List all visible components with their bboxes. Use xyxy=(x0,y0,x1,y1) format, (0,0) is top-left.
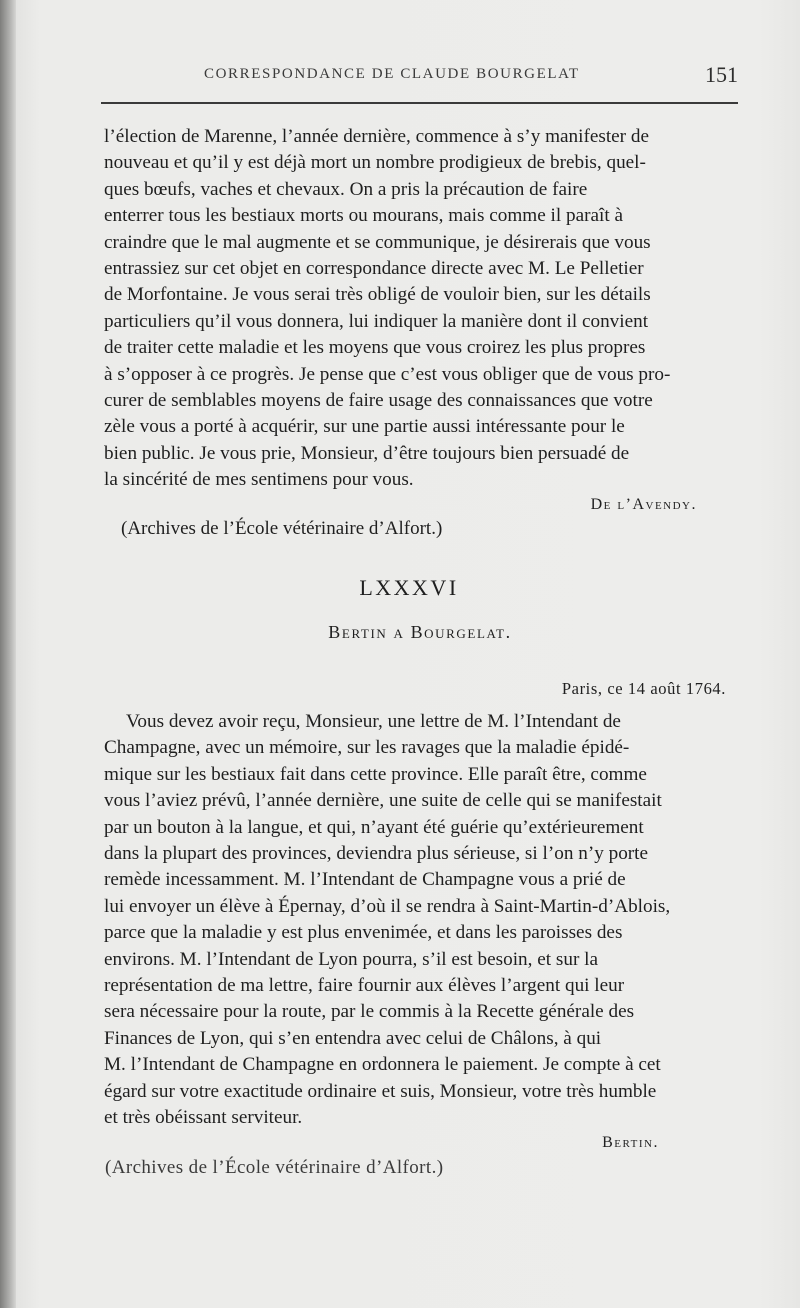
book-spine-shadow xyxy=(0,0,16,1308)
text-line: craindre que le mal augmente et se communique, je désirerais que vous xyxy=(104,231,651,253)
text-line: bien public. Je vous prie, Monsieur, d’être toujours bien persuadé de xyxy=(104,442,630,464)
text-line: de traiter cette maladie et les moyens que vous croirez les plus propres xyxy=(104,337,646,359)
text-line: remède incessamment. M. l’Intendant de Champagne vous a prié de xyxy=(104,869,626,891)
text-line: à s’opposer à ce progrès. Je pense que c’est vous obliger que de vous pro- xyxy=(104,363,671,385)
letter-1-signature: De l’Avendy. xyxy=(590,496,697,513)
text-line: Finances de Lyon, qui s’en entendra avec celui de Châlons, à qui xyxy=(104,1027,602,1049)
page-number: 151 xyxy=(705,62,738,87)
text-line: enterrer tous les bestiaux morts ou mourans, mais comme il paraît à xyxy=(104,205,623,227)
text-line: particuliers qu’il vous donnera, lui indiquer la manière dont il convient xyxy=(104,310,649,332)
text-line: environs. M. l’Intendant de Lyon pourra, s’il est besoin, et sur la xyxy=(104,948,598,970)
page-header xyxy=(100,62,740,88)
text-line: nouveau et qu’il y est déjà mort un nombre prodigieux de brebis, quel- xyxy=(104,152,646,174)
running-title: CORRESPONDANCE DE CLAUDE BOURGELAT xyxy=(204,66,580,82)
text-line: vous l’aviez prévû, l’année dernière, une suite de celle qui se manifestait xyxy=(104,790,662,812)
letter-2-archive-note: (Archives de l’École vétérinaire d’Alfort.) xyxy=(105,1157,444,1178)
text-line: égard sur votre exactitude ordinaire et suis, Monsieur, votre très humble xyxy=(104,1080,657,1102)
header-rule xyxy=(101,102,738,104)
text-line: par un bouton à la langue, et qui, n’ayant été guérie qu’extérieurement xyxy=(104,816,644,838)
text-line: zèle vous a porté à acquérir, sur une partie aussi intéressante pour le xyxy=(104,416,625,438)
text-line: curer de semblables moyens de faire usage des connaissances que votre xyxy=(104,390,653,412)
text-line: de Morfontaine. Je vous serai très obligé de vouloir bien, sur les détails xyxy=(104,284,651,306)
text-line: représentation de ma lettre, faire fournir aux élèves l’argent qui leur xyxy=(104,975,625,997)
letter-dateline: Paris, ce 14 août 1764. xyxy=(561,679,726,698)
text-line: Champagne, avec un mémoire, sur les ravages que la maladie épidé- xyxy=(104,737,630,759)
text-line: la sincérité de mes sentimens pour vous. xyxy=(104,469,414,491)
letter-title: Bertin a Bourgelat. xyxy=(328,622,512,642)
text-line: mique sur les bestiaux fait dans cette province. Elle paraît être, comme xyxy=(104,763,647,785)
letter-2-signature: Bertin. xyxy=(602,1134,659,1151)
text-line: lui envoyer un élève à Épernay, d’où il se rendra à Saint-Martin-d’Ablois, xyxy=(104,895,671,917)
letter-1-archive-note: (Archives de l’École vétérinaire d’Alfort.) xyxy=(121,518,443,539)
text-line: parce que la maladie y est plus envenimée, et dans les paroisses des xyxy=(104,922,623,944)
text-line: ques bœufs, vaches et chevaux. On a pris la précaution de faire xyxy=(104,178,588,200)
letter-1-body xyxy=(104,124,740,494)
text-line: entrassiez sur cet objet en correspondance directe avec M. Le Pelletier xyxy=(104,258,644,280)
letter-2-body xyxy=(104,709,740,1132)
text-line: Vous devez avoir reçu, Monsieur, une lettre de M. l’Intendant de xyxy=(126,711,621,732)
text-line: dans la plupart des provinces, deviendra plus sérieuse, si l’on n’y porte xyxy=(104,843,649,865)
text-line: sera nécessaire pour la route, par le commis à la Recette générale des xyxy=(104,1001,635,1023)
text-line: M. l’Intendant de Champagne en ordonnera le paiement. Je compte à cet xyxy=(104,1054,661,1076)
text-line: l’élection de Marenne, l’année dernière, commence à s’y manifester de xyxy=(104,126,649,147)
letter-number: LXXXVI xyxy=(359,575,459,600)
text-line: et très obéissant serviteur. xyxy=(104,1107,303,1129)
